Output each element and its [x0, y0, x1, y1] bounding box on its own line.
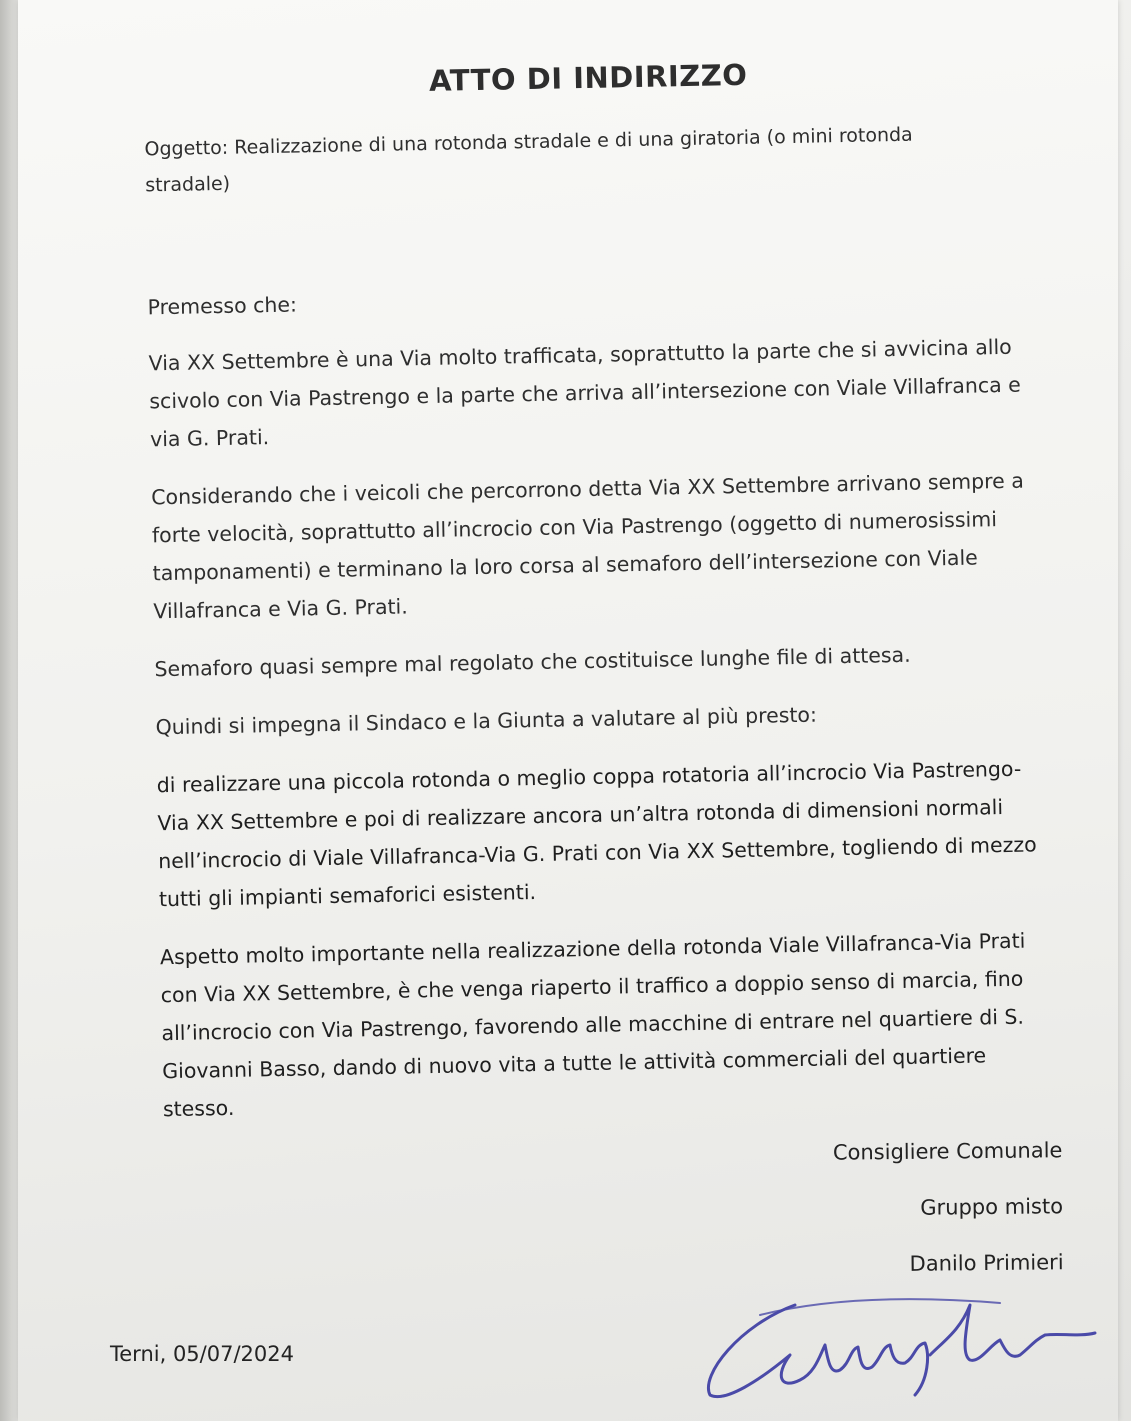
- document-subject: Oggetto: Realizzazione di una rotonda stradale e di una giratoria (o mini rotonda stradale): [144, 123, 913, 197]
- signature-block: [722, 1138, 1063, 1278]
- signer-role: Consigliere Comunale: [832, 1138, 1063, 1165]
- signer-group: Gruppo misto: [920, 1194, 1064, 1220]
- paragraph-vehicles: Considerando che i veicoli che percorrono detta Via XX Settembre arrivano sempre a forte velocità, soprattutto all’incrocio con Via Pastrengo (oggetto di numerosissimi tamponamenti) e terminano la loro corsa al semaforo dell’intersezione con Viale Villafranca e Via G. Prati.: [150, 468, 1024, 624]
- place-and-date: Terni, 05/07/2024: [110, 1342, 294, 1366]
- paragraph-roundabouts: di realizzare una piccola rotonda o meglio coppa rotatoria all’incrocio Via Pastrengo-Via XX Settembre e poi di realizzare ancora un’altra rotonda di dimensioni normali nell’incrocio di Viale Villafranca-Via G. Prati con Via XX Settembre, togliendo di mezzo tutti gli impianti semaforici esistenti.: [156, 756, 1037, 912]
- premise-label: Premesso che:: [147, 292, 298, 320]
- document-body: [113, 52, 1064, 1149]
- signer-name: Danilo Primieri: [909, 1250, 1064, 1276]
- paragraph-commitment: Quindi si impegna il Sindaco e la Giunta a valutare al più presto:: [155, 702, 818, 740]
- paragraph-traffic-light: Semaforo quasi sempre mal regolato che costituisce lunghe file di attesa.: [154, 642, 911, 682]
- paper-sheet: [18, 0, 1118, 1421]
- paragraph-two-way-traffic: Aspetto molto importante nella realizzazione della rotonda Viale Villafranca-Via Prati con Via XX Settembre, è che venga riaperto il traffico a doppio senso di marcia, fino all’incrocio con Via Pastrengo, favorendo alle macchine di entrare nel quartiere di S. Giovanni Basso, dando di nuovo vita a tutte le attività commerciali del quartiere stesso.: [159, 928, 1026, 1122]
- document-title: ATTO DI INDIRIZZO: [428, 57, 748, 98]
- paragraph-traffic: Via XX Settembre è una Via molto trafficata, soprattutto la parte che si avvicina allo scivolo con Via Pastrengo e la parte che arriva all’intersezione con Viale Villafranca e via G. Prati.: [148, 334, 1022, 452]
- handwritten-signature-icon: [700, 1285, 1110, 1405]
